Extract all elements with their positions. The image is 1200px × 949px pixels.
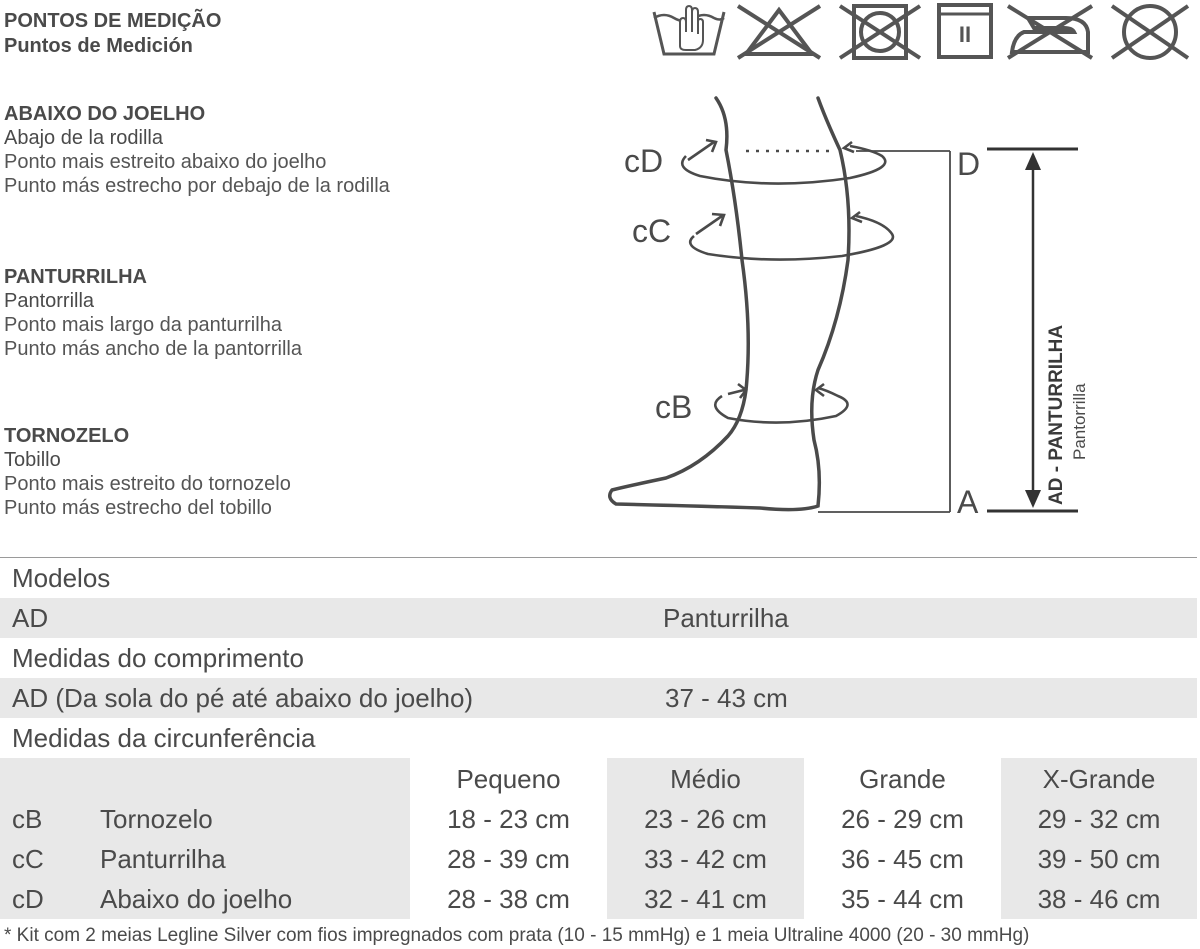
label-cc: cC [632, 213, 672, 249]
size-cell: 36 - 45 cm [841, 844, 964, 874]
row-labels [0, 758, 410, 919]
size-cell: 26 - 29 cm [841, 804, 964, 834]
size-cell: 39 - 50 cm [1037, 844, 1161, 874]
size-cell: 35 - 44 cm [841, 884, 964, 914]
svg-text:II: II [958, 22, 972, 47]
model-code: AD [12, 603, 49, 633]
point-subtitle: Abajo de la rodilla [4, 127, 163, 149]
row-name: Panturrilha [100, 844, 226, 874]
point-title: TORNOZELO [4, 425, 130, 447]
size-header: Pequeno [456, 764, 561, 794]
size-cell: 28 - 38 cm [447, 884, 570, 914]
side-title: AD - PANTURRILHA [1046, 324, 1067, 505]
size-col-x-grande [1001, 758, 1197, 919]
label-cd: cD [624, 143, 664, 179]
point-desc-es: Punto más ancho de la pantorrilla [4, 338, 302, 360]
footnote: * Kit com 2 meias Legline Silver com fios impregnados com prata (10 - 15 mmHg) e 1 meia Ultraline 4000 (20 - 30 mmHg) [4, 925, 1030, 946]
circ-header: Medidas da circunferência [12, 723, 316, 753]
size-cell: 28 - 39 cm [447, 844, 570, 874]
point-desc-pt: Ponto mais estreito abaixo do joelho [4, 151, 327, 173]
size-col-grande [804, 758, 1001, 919]
row-code: cC [12, 844, 44, 874]
label-cb: cB [655, 389, 693, 425]
page-title: PONTOS DE MEDIÇÃO [4, 10, 222, 32]
size-cell: 38 - 46 cm [1037, 884, 1161, 914]
row-code: cB [12, 804, 43, 834]
size-header: X-Grande [1042, 764, 1156, 794]
label-a: A [957, 484, 979, 520]
point-desc-pt: Ponto mais largo da panturrilha [4, 314, 282, 336]
label-d: D [957, 146, 981, 182]
size-header: Médio [670, 764, 741, 794]
models-header: Modelos [12, 563, 111, 593]
size-cell: 33 - 42 cm [644, 844, 767, 874]
size-cell: 29 - 32 cm [1037, 804, 1161, 834]
models-header-row [0, 558, 1197, 598]
length-value: 37 - 43 cm [665, 683, 788, 713]
size-col-pequeno [410, 758, 607, 919]
size-cell: 23 - 26 cm [644, 804, 767, 834]
row-name: Tornozelo [100, 804, 213, 834]
model-name: Panturrilha [663, 603, 789, 633]
size-header: Grande [859, 764, 946, 794]
row-name: Abaixo do joelho [100, 884, 293, 914]
size-cell: 18 - 23 cm [447, 804, 570, 834]
side-subtitle: Pantorrilla [1070, 383, 1089, 460]
point-subtitle: Pantorrilla [4, 290, 95, 312]
point-desc-es: Punto más estrecho por debajo de la rodilla [4, 175, 390, 197]
row-code: cD [12, 884, 44, 914]
length-header-row [0, 638, 1197, 678]
point-title: ABAIXO DO JOELHO [4, 103, 206, 125]
length-header: Medidas do comprimento [12, 643, 304, 673]
size-col-medio [607, 758, 804, 919]
size-table [0, 758, 1197, 919]
size-cell: 32 - 41 cm [644, 884, 767, 914]
length-row [0, 678, 1197, 718]
point-subtitle: Tobillo [4, 449, 61, 471]
point-title: PANTURRILHA [4, 266, 147, 288]
page-subtitle: Puntos de Medición [4, 35, 193, 57]
point-desc-es: Punto más estrecho del tobillo [4, 497, 272, 519]
model-row [0, 598, 1197, 638]
point-desc-pt: Ponto mais estreito do tornozelo [4, 473, 291, 495]
circ-header-row [0, 718, 1197, 758]
length-label: AD (Da sola do pé até abaixo do joelho) [12, 683, 474, 713]
